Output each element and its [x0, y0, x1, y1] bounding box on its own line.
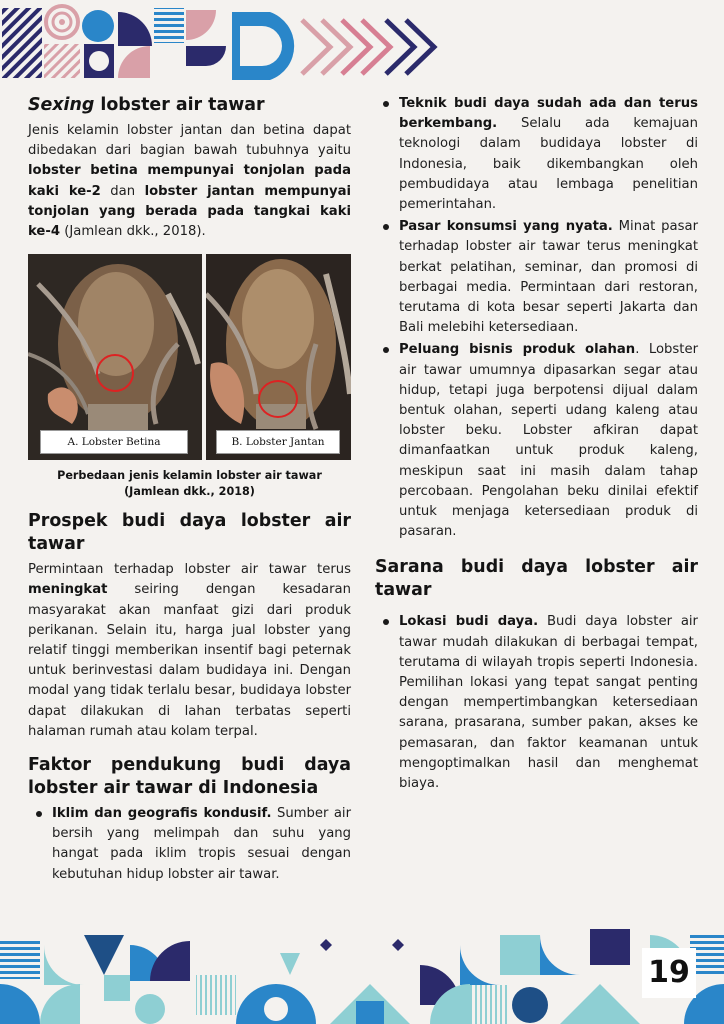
top-decorative-banner: [0, 0, 724, 90]
list-item: Iklim dan geografis kondusif. Sumber air bersih yang melimpah dan suhu yang hangat pada iklim tropis sesuai dengan kebutuhan hidup lobster air tawar.: [28, 804, 351, 885]
sarana-heading: Sarana budi daya lobster air tawar: [375, 557, 698, 601]
list-item: Teknik budi daya sudah ada dan terus berkembang. Selalu ada kemajuan teknologi dalam budidaya lobster di Indonesia, baik dikembangkan oleh pembudidaya atau lembaga penelitian pemerintahan.: [375, 94, 698, 215]
prospek-paragraph: Permintaan terhadap lobster air tawar terus meningkat seiring dengan kesadaran masyarakat akan manfaat gizi dari produk perikanan. Selain itu, harga jual lobster yang relatif tinggi memberikan insentif bagi peternak untuk berinvestasi dalam budidaya ini. Dengan modal yang tidak terlalu besar, budidaya lobster dapat dilakukan di lahan terbatas seperti halaman rumah atau kolam terpal.: [28, 562, 351, 739]
list-item: Peluang bisnis produk olahan. Lobster air tawar umumnya dipasarkan segar atau hidup, tetapi juga berpotensi dijual dalam bentuk olahan, seperti udang kaleng atau lobster beku. Lobster afkiran dapat dimanfaatkan untuk produk kaleng, meskipun saat ini masih dalam tahap percobaan. Pengolahan beku dinilai efektif untuk menjaga ketersediaan produk di pasaran.: [375, 340, 698, 542]
figure-caption: Perbedaan jenis kelamin lobster air tawar (Jamlean dkk., 2018): [57, 469, 322, 499]
bottom-decorative-banner: [0, 905, 724, 1024]
page-number: 19: [642, 948, 696, 998]
list-item: Pasar konsumsi yang nyata. Minat pasar terhadap lobster air tawar terus meningkat berkat pelatihan, seminar, dan promosi di berbagai media. Permintaan dari restoran, terutama di kota besar seperti Jakarta dan Bali melebihi ketersediaan.: [375, 217, 698, 338]
photo-male-lobster: [206, 254, 351, 460]
faktor-list: [28, 804, 351, 885]
sexing-paragraph: Jenis kelamin lobster jantan dan betina dapat dibedakan dari bagian bawah tubuhnya yaitu lobster betina mempunyai tonjolan pada kaki ke-2 dan lobster jantan mempunyai tonjolan yang berada pada tangkai kaki ke-4 (Jamlean dkk., 2018).: [28, 123, 351, 240]
prospek-heading: Prospek budi daya lobster air tawar: [28, 511, 351, 555]
list-item: Lokasi budi daya. Budi daya lobster air tawar mudah dilakukan di berbagai tempat, terutama di wilayah tropis seperti Indonesia. Pemilihan lokasi yang tepat sangat penting dengan mempertimbangkan ketersediaan sarana, prasarana, sumber pakan, akses ke pemasaran, dan faktor keamanan untuk mengoptimalkan hasil dan menghemat biaya.: [375, 612, 698, 794]
faktor-list-continued: [375, 94, 698, 542]
sexing-heading: Sexing lobster air tawar: [28, 95, 265, 115]
highlight-circle-male: [258, 380, 298, 418]
photo-female-lobster: [28, 254, 202, 460]
lobster-sex-figure: [28, 254, 351, 460]
left-column: [28, 94, 351, 887]
right-column: [375, 94, 698, 796]
label-female: A. Lobster Betina: [40, 430, 188, 454]
faktor-heading: Faktor pendukung budi daya lobster air tawar di Indonesia: [28, 755, 351, 799]
sarana-list: [375, 612, 698, 794]
label-male: B. Lobster Jantan: [216, 430, 340, 454]
highlight-circle-female: [96, 354, 134, 392]
